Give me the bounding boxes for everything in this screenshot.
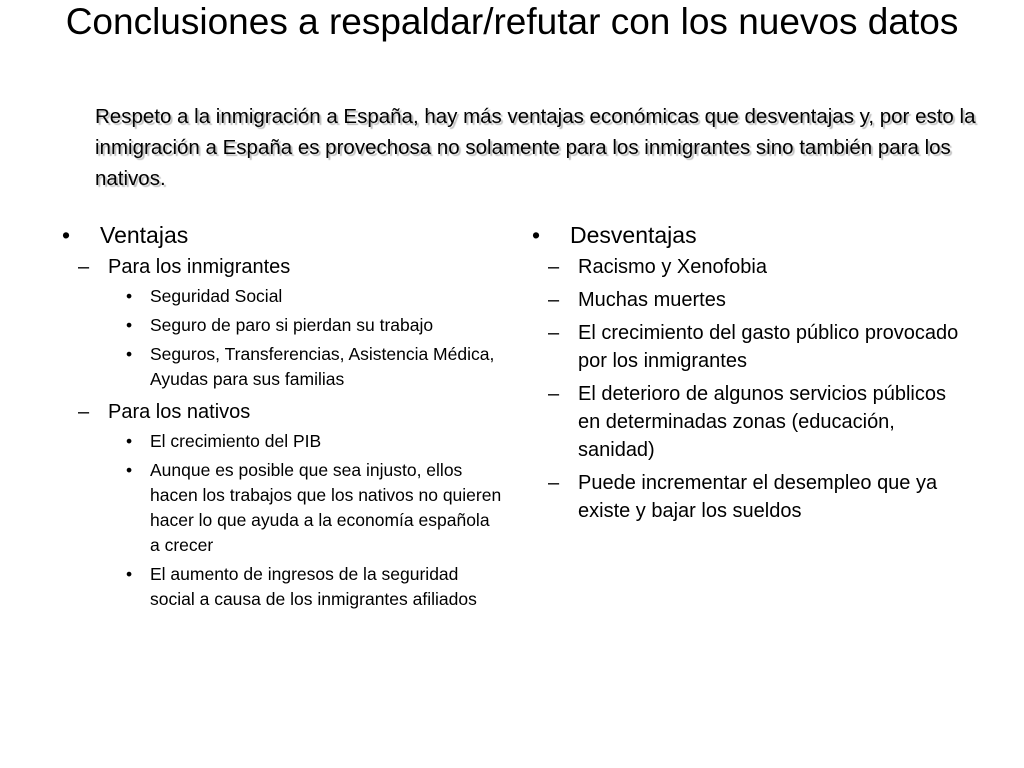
list-item — [62, 458, 502, 558]
slide-subtitle: Respeto a la inmigración a España, hay más ventajas económicas que desventajas y, por esto la inmigración a España es provechosa no solamente para los inmigrantes sino también para los nativos. — [95, 105, 976, 190]
inmigrantes-item — [62, 253, 502, 392]
bullet-dot-icon: • — [126, 344, 133, 364]
bullet-dash-icon: – — [548, 383, 560, 405]
list-item-text: Aunque es posible que sea injusto, ellos hacen los trabajos que los nativos no quieren hacer lo que ayuda a la economía española a crecer — [150, 460, 502, 555]
bullet-dot-icon: • — [126, 431, 133, 451]
bullet-dot-icon: • — [532, 222, 541, 248]
list-item — [62, 284, 502, 309]
list-item — [62, 562, 502, 612]
bullet-dot-icon: • — [62, 222, 71, 248]
nativos-heading: Para los nativos — [108, 401, 251, 423]
list-item-text: El crecimiento del gasto público provocado por los inmigrantes — [578, 322, 959, 372]
list-item-text: Muchas muertes — [578, 289, 726, 311]
list-item — [532, 253, 972, 281]
bullet-dash-icon: – — [78, 401, 90, 423]
desventajas-column — [532, 219, 972, 530]
ventajas-column — [62, 219, 502, 618]
desventajas-item — [532, 219, 972, 525]
list-item-text: Seguridad Social — [150, 286, 283, 306]
list-item-text: Seguro de paro si pierdan su trabajo — [150, 315, 434, 335]
bullet-dash-icon: – — [78, 256, 90, 278]
list-item-text: El deterioro de algunos servicios públicos en determinadas zonas (educación, sanidad) — [578, 383, 946, 461]
list-item-text: El aumento de ingresos de la seguridad social a causa de los inmigrantes afiliados — [150, 564, 477, 609]
list-item-text: Seguros, Transferencias, Asistencia Médica, Ayudas para sus familias — [150, 344, 495, 389]
ventajas-item — [62, 219, 502, 612]
list-item — [532, 469, 972, 525]
bullet-dot-icon: • — [126, 286, 133, 306]
list-item-text: Racismo y Xenofobia — [578, 256, 767, 278]
bullet-dash-icon: – — [548, 256, 560, 278]
list-item — [532, 319, 972, 375]
inmigrantes-heading: Para los inmigrantes — [108, 256, 291, 278]
list-item — [532, 286, 972, 314]
list-item — [62, 313, 502, 338]
list-item-text: Puede incrementar el desempleo que ya existe y bajar los sueldos — [578, 472, 938, 522]
bullet-dash-icon: – — [548, 322, 560, 344]
ventajas-heading: Ventajas — [100, 222, 189, 248]
bullet-dot-icon: • — [126, 460, 133, 480]
list-item — [62, 429, 502, 454]
desventajas-heading: Desventajas — [570, 222, 697, 248]
bullet-dash-icon: – — [548, 472, 560, 494]
list-item — [62, 342, 502, 392]
slide-title: Conclusiones a respaldar/refutar con los nuevos datos — [65, 1, 959, 42]
list-item-text: El crecimiento del PIB — [150, 431, 322, 451]
nativos-item — [62, 398, 502, 612]
bullet-dash-icon: – — [548, 289, 560, 311]
bullet-dot-icon: • — [126, 564, 133, 584]
bullet-dot-icon: • — [126, 315, 133, 335]
list-item — [532, 380, 972, 464]
